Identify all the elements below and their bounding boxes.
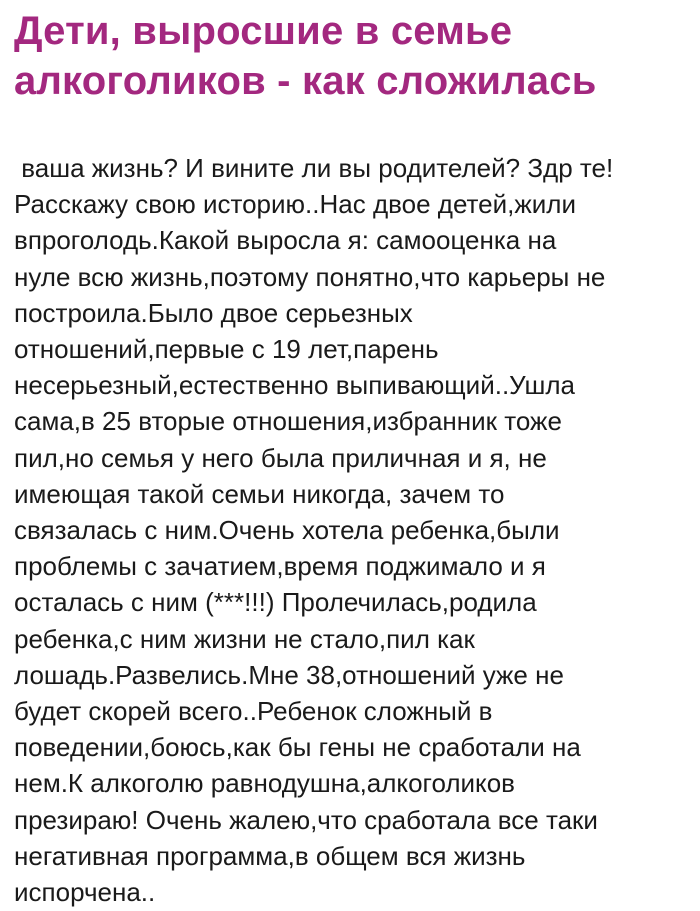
article-title [14, 0, 684, 106]
title-line: Дети, выросшие в семье [14, 9, 513, 53]
article-body [14, 150, 684, 910]
body-line: проблемы с зачатием,время поджимало и я [14, 551, 546, 582]
body-line: лошадь.Развелись.Мне 38,отношений уже не [14, 659, 564, 690]
body-line: негативная программа,в общем вся жизнь [14, 840, 526, 871]
body-line: ребенка,с ним жизни не стало,пил как [14, 623, 475, 654]
body-line: осталась с ним (***!!!) Пролечилась,родила [14, 587, 537, 618]
body-line: пил,но семья у него была приличная и я, не [14, 442, 547, 473]
body-line: презираю! Очень жалею,что сработала все таки [14, 804, 598, 835]
body-line: ваша жизнь? И вините ли вы родителей? Здр те! [14, 153, 614, 183]
body-line: нуле всю жизнь,поэтому понятно,что карьеры не [14, 261, 606, 292]
body-line: построила.Было двое серьезных [14, 297, 413, 328]
body-line: поведении,боюсь,как бы гены не сработали на [14, 732, 581, 763]
body-line: связалась с ним.Очень хотела ребенка,были [14, 515, 560, 546]
body-line: Расскажу свою историю..Нас двое детей,жили [14, 189, 576, 220]
body-line: будет скорей всего..Ребенок сложный в [14, 696, 493, 727]
body-line: нем.К алкоголю равнодушна,алкоголиков [14, 768, 515, 799]
body-line: испорчена.. [14, 877, 156, 908]
body-line: впроголодь.Какой выросла я: самооценка на [14, 225, 557, 256]
body-line: несерьезный,естественно выпивающий..Ушла [14, 370, 576, 401]
title-line: алкоголиков - как сложилась [14, 59, 597, 103]
body-line: сама,в 25 вторые отношения,избранник тоже [14, 406, 562, 437]
body-line: отношений,первые с 19 лет,парень [14, 334, 439, 365]
body-line: имеющая такой семьи никогда, зачем то [14, 478, 505, 509]
